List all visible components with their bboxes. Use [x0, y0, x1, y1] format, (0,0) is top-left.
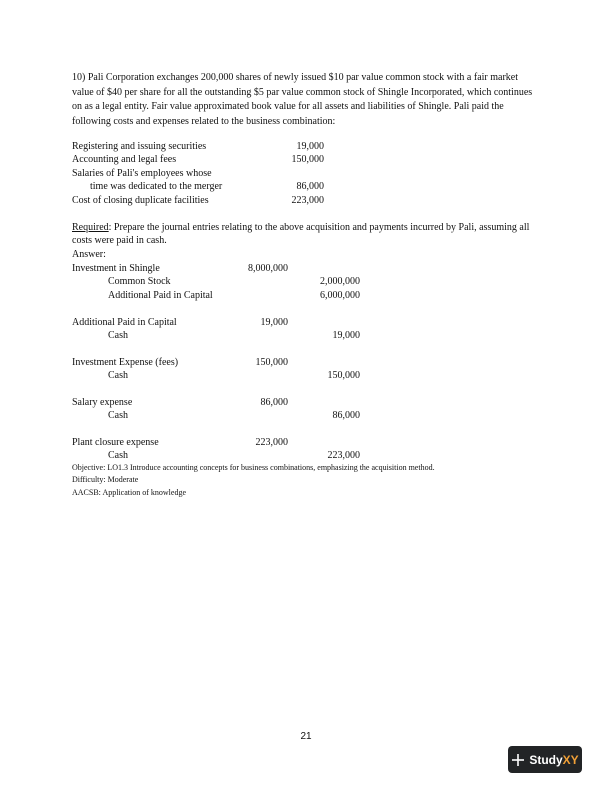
debit-amount: 150,000	[255, 357, 288, 368]
credit-row	[72, 449, 372, 462]
debit-row	[72, 316, 372, 329]
required-label: Required	[72, 222, 109, 233]
cost-amount: 150,000	[291, 154, 324, 166]
credit-account: Cash	[108, 330, 128, 342]
journal-entry	[72, 262, 372, 302]
journal-entry	[72, 356, 372, 383]
credit-row	[72, 369, 372, 382]
page-number: 21	[300, 731, 312, 742]
journal-entry	[72, 316, 372, 343]
credit-row	[72, 329, 372, 342]
studyxy-badge[interactable]	[508, 746, 582, 773]
debit-row	[72, 436, 372, 449]
credit-account: Cash	[108, 450, 128, 462]
debit-account: Additional Paid in Capital	[72, 317, 177, 328]
aacsb-text: AACSB: Application of knowledge	[72, 487, 186, 497]
required-instruction	[72, 222, 542, 247]
cost-row	[72, 180, 352, 193]
credit-row	[72, 409, 372, 422]
cost-row	[72, 140, 352, 153]
debit-account: Plant closure expense	[72, 437, 159, 448]
costs-list	[72, 140, 352, 207]
credit-account: Cash	[108, 370, 128, 382]
debit-amount: 223,000	[255, 437, 288, 448]
credit-amount: 150,000	[327, 370, 360, 382]
cost-row	[72, 153, 352, 166]
journal-entry	[72, 396, 372, 423]
brand-name-study: Study	[529, 752, 563, 767]
debit-amount: 19,000	[260, 317, 288, 328]
question-text: 10) Pali Corporation exchanges 200,000 shares of newly issued $10 par value common stock with a fair market value of $40 per share for all the outstanding $5 par value common stock of Shingle Incorporated, which continues on as a legal entity. Fair value approximated book value for all assets and liabilities of Shingle. Pali paid the following costs and expenses related to the business combination:	[72, 72, 533, 127]
debit-account: Investment Expense (fees)	[72, 357, 179, 368]
cost-label: time was dedicated to the merger	[90, 181, 223, 193]
objective-text: Objective: LO1.3 Introduce accounting concepts for business combinations, emphasizing the acquisition method.	[72, 463, 435, 472]
question-metadata	[72, 462, 552, 499]
cost-amount: 19,000	[296, 141, 324, 152]
journal-entry	[72, 436, 372, 463]
debit-amount: 86,000	[260, 397, 288, 408]
cost-row	[72, 167, 352, 180]
answer-label: Answer:	[72, 249, 106, 260]
cost-label: Salaries of Pali's employees whose	[72, 167, 212, 179]
cost-label: Cost of closing duplicate facilities	[72, 194, 209, 206]
plus-icon	[511, 753, 525, 767]
cost-label: Accounting and legal fees	[72, 154, 177, 166]
required-text: : Prepare the journal entries relating to the above acquisition and payments incurred by Pali, assuming all costs were paid in cash.	[72, 222, 530, 246]
debit-account: Salary expense	[72, 397, 133, 408]
cost-row	[72, 194, 352, 207]
debit-row	[72, 356, 372, 369]
credit-amount: 223,000	[327, 450, 360, 462]
credit-amount: 6,000,000	[320, 289, 360, 301]
cost-amount: 86,000	[296, 181, 324, 193]
debit-account: Investment in Shingle	[72, 263, 160, 274]
difficulty-text: Difficulty: Moderate	[72, 475, 139, 485]
credit-account: Common Stock	[108, 276, 171, 288]
cost-amount: 223,000	[291, 194, 324, 206]
debit-row	[72, 396, 372, 409]
credit-account: Additional Paid in Capital	[108, 289, 213, 301]
credit-amount: 86,000	[332, 410, 360, 422]
debit-row	[72, 262, 372, 275]
credit-account: Cash	[108, 410, 128, 422]
credit-row	[72, 289, 372, 302]
brand-name-xy: XY	[562, 752, 579, 767]
debit-amount: 8,000,000	[248, 263, 288, 274]
credit-amount: 19,000	[332, 330, 360, 342]
cost-label: Registering and issuing securities	[72, 141, 207, 152]
credit-row	[72, 275, 372, 288]
credit-amount: 2,000,000	[320, 276, 360, 288]
